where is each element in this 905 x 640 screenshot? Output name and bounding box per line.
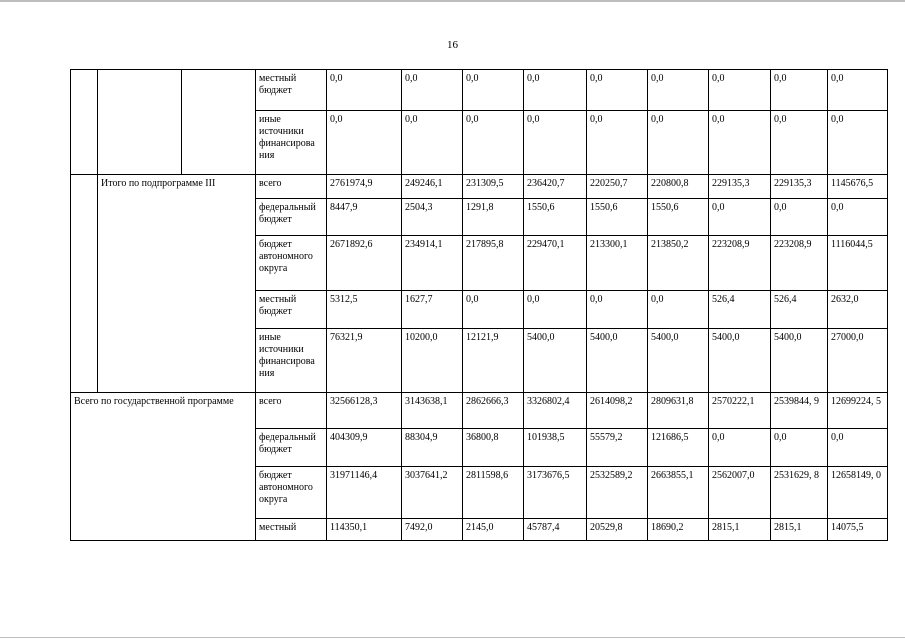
source-label: иные источники финансирова ния	[256, 111, 327, 175]
value-cell: 121686,5	[648, 429, 709, 467]
value-cell: 2632,0	[828, 291, 888, 329]
value-cell: 3326802,4	[524, 393, 587, 429]
value-cell: 0,0	[648, 70, 709, 111]
value-cell: 0,0	[709, 111, 771, 175]
value-cell: 0,0	[828, 111, 888, 175]
value-cell: 0,0	[587, 111, 648, 175]
value-cell: 14075,5	[828, 519, 888, 541]
scan-top-edge	[0, 0, 905, 2]
value-cell: 1550,6	[524, 199, 587, 236]
value-cell: 2815,1	[709, 519, 771, 541]
value-cell: 36800,8	[463, 429, 524, 467]
table-row	[71, 175, 888, 199]
value-cell: 1145676,5	[828, 175, 888, 199]
value-cell: 5400,0	[648, 329, 709, 393]
value-cell: 0,0	[709, 199, 771, 236]
value-cell: 0,0	[828, 199, 888, 236]
value-cell: 76321,9	[327, 329, 402, 393]
value-cell: 5400,0	[524, 329, 587, 393]
value-cell: 0,0	[648, 291, 709, 329]
value-cell: 2761974,9	[327, 175, 402, 199]
value-cell: 249246,1	[402, 175, 463, 199]
source-label: местный бюджет	[256, 70, 327, 111]
value-cell: 220250,7	[587, 175, 648, 199]
value-cell: 229470,1	[524, 236, 587, 291]
source-label: бюджет автономного округа	[256, 236, 327, 291]
table-row	[71, 393, 888, 429]
value-cell: 7492,0	[402, 519, 463, 541]
table-cell	[98, 70, 182, 175]
value-cell: 2531629, 8	[771, 467, 828, 519]
value-cell: 8447,9	[327, 199, 402, 236]
value-cell: 213850,2	[648, 236, 709, 291]
source-label: всего	[256, 175, 327, 199]
value-cell: 88304,9	[402, 429, 463, 467]
value-cell: 234914,1	[402, 236, 463, 291]
scan-bottom-edge	[0, 637, 905, 638]
value-cell: 1627,7	[402, 291, 463, 329]
value-cell: 0,0	[463, 111, 524, 175]
value-cell: 101938,5	[524, 429, 587, 467]
value-cell: 2815,1	[771, 519, 828, 541]
value-cell: 231309,5	[463, 175, 524, 199]
source-label: местный	[256, 519, 327, 541]
value-cell: 223208,9	[709, 236, 771, 291]
value-cell: 45787,4	[524, 519, 587, 541]
value-cell: 114350,1	[327, 519, 402, 541]
value-cell: 5400,0	[771, 329, 828, 393]
value-cell: 0,0	[828, 429, 888, 467]
value-cell: 2671892,6	[327, 236, 402, 291]
value-cell: 0,0	[327, 70, 402, 111]
value-cell: 0,0	[648, 111, 709, 175]
value-cell: 2562007,0	[709, 467, 771, 519]
financing-table	[70, 69, 888, 541]
value-cell: 18690,2	[648, 519, 709, 541]
table-cell	[71, 175, 98, 393]
value-cell: 2862666,3	[463, 393, 524, 429]
source-label: всего	[256, 393, 327, 429]
value-cell: 0,0	[587, 291, 648, 329]
value-cell: 20529,8	[587, 519, 648, 541]
value-cell: 2145,0	[463, 519, 524, 541]
value-cell: 1116044,5	[828, 236, 888, 291]
value-cell: 12658149, 0	[828, 467, 888, 519]
table-row	[71, 70, 888, 111]
value-cell: 2663855,1	[648, 467, 709, 519]
source-label: федеральный бюджет	[256, 429, 327, 467]
value-cell: 10200,0	[402, 329, 463, 393]
value-cell: 220800,8	[648, 175, 709, 199]
value-cell: 526,4	[709, 291, 771, 329]
value-cell: 0,0	[524, 111, 587, 175]
value-cell: 404309,9	[327, 429, 402, 467]
value-cell: 55579,2	[587, 429, 648, 467]
value-cell: 0,0	[524, 291, 587, 329]
value-cell: 2811598,6	[463, 467, 524, 519]
value-cell: 27000,0	[828, 329, 888, 393]
source-label: иные источники финансирова ния	[256, 329, 327, 393]
value-cell: 12699224, 5	[828, 393, 888, 429]
value-cell: 0,0	[463, 291, 524, 329]
value-cell: 0,0	[524, 70, 587, 111]
value-cell: 2570222,1	[709, 393, 771, 429]
table-cell	[71, 70, 98, 175]
value-cell: 3173676,5	[524, 467, 587, 519]
value-cell: 0,0	[771, 111, 828, 175]
value-cell: 1550,6	[648, 199, 709, 236]
value-cell: 12121,9	[463, 329, 524, 393]
value-cell: 32566128,3	[327, 393, 402, 429]
value-cell: 3143638,1	[402, 393, 463, 429]
value-cell: 0,0	[771, 199, 828, 236]
value-cell: 0,0	[327, 111, 402, 175]
value-cell: 229135,3	[771, 175, 828, 199]
source-label: бюджет автономного округа	[256, 467, 327, 519]
value-cell: 0,0	[771, 70, 828, 111]
value-cell: 31971146,4	[327, 467, 402, 519]
subprogram-title: Итого по подпрограмме III	[98, 175, 256, 393]
value-cell: 217895,8	[463, 236, 524, 291]
value-cell: 5400,0	[709, 329, 771, 393]
value-cell: 0,0	[402, 70, 463, 111]
value-cell: 526,4	[771, 291, 828, 329]
value-cell: 0,0	[402, 111, 463, 175]
value-cell: 2504,3	[402, 199, 463, 236]
value-cell: 1550,6	[587, 199, 648, 236]
value-cell: 0,0	[463, 70, 524, 111]
value-cell: 0,0	[828, 70, 888, 111]
value-cell: 223208,9	[771, 236, 828, 291]
page-number: 16	[447, 39, 458, 51]
value-cell: 5312,5	[327, 291, 402, 329]
value-cell: 2532589,2	[587, 467, 648, 519]
value-cell: 0,0	[709, 429, 771, 467]
value-cell: 229135,3	[709, 175, 771, 199]
value-cell: 236420,7	[524, 175, 587, 199]
source-label: местный бюджет	[256, 291, 327, 329]
value-cell: 5400,0	[587, 329, 648, 393]
table-cell	[182, 70, 256, 175]
value-cell: 2539844, 9	[771, 393, 828, 429]
source-label: федеральный бюджет	[256, 199, 327, 236]
value-cell: 3037641,2	[402, 467, 463, 519]
value-cell: 2614098,2	[587, 393, 648, 429]
value-cell: 0,0	[709, 70, 771, 111]
value-cell: 0,0	[587, 70, 648, 111]
value-cell: 213300,1	[587, 236, 648, 291]
program-title: Всего по государственной программе	[71, 393, 256, 541]
value-cell: 1291,8	[463, 199, 524, 236]
value-cell: 0,0	[771, 429, 828, 467]
value-cell: 2809631,8	[648, 393, 709, 429]
